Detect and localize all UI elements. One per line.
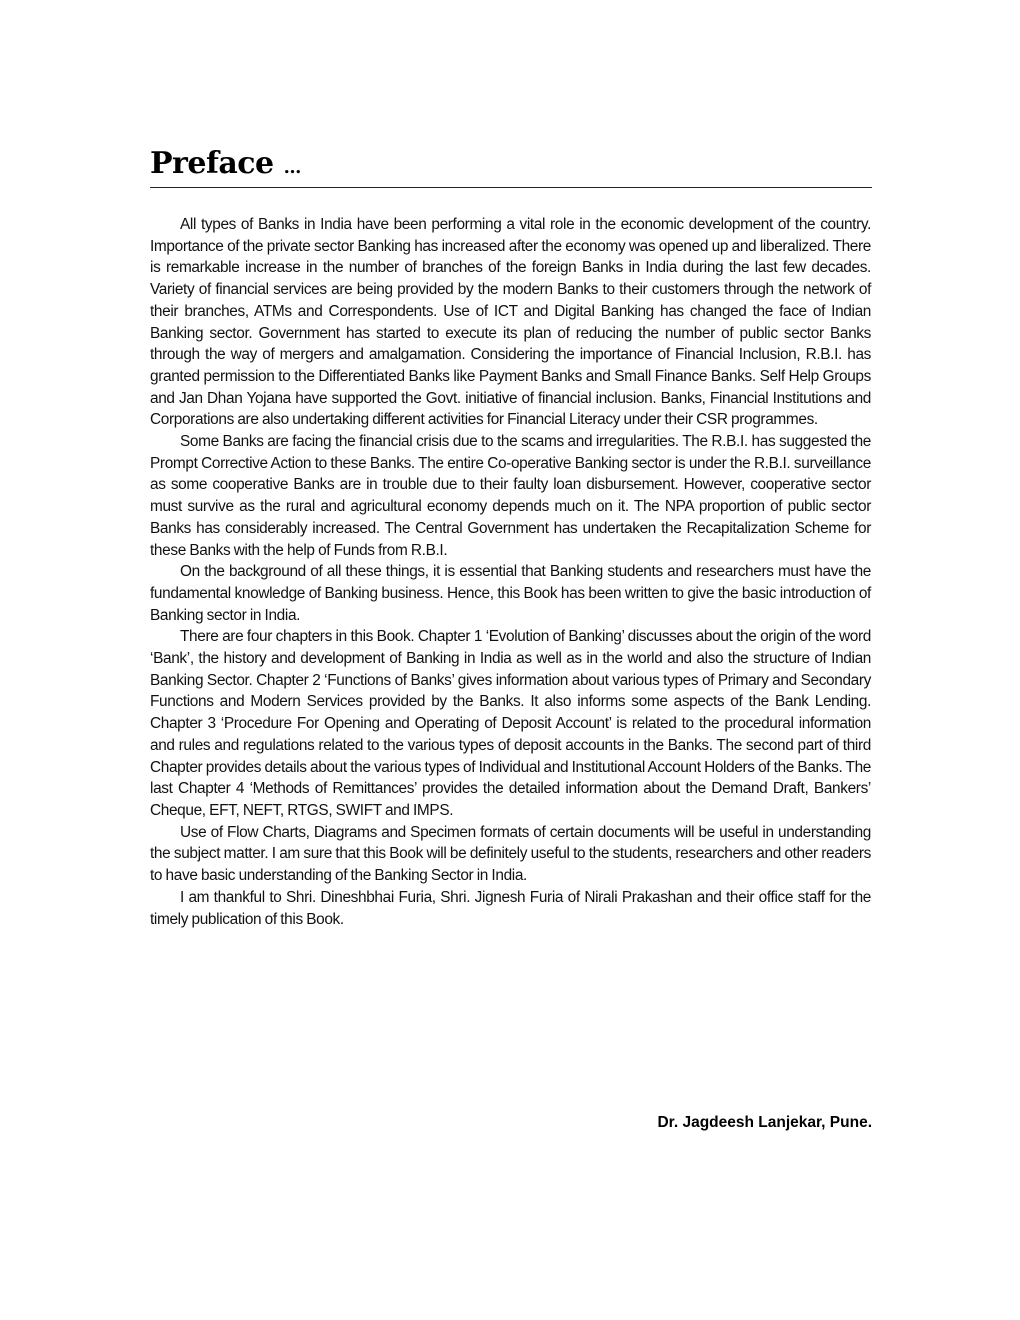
paragraph: Some Banks are facing the financial crisis due to the scams and irregularities. The R.B.I. has suggested the Prompt Corrective Action to these Banks. The entire Co-operative Banking sector is under the R.B.I. surveillance as some cooperative Banks are in trouble due to their faulty loan disbursement. However, cooperative sector must survive as the rural and agricultural economy depends much on it. The NPA proportion of public sector Banks has considerably increased. The Central Government has undertaken the Recapitalization Scheme for these Banks with the help of Funds from R.B.I. bbox=[150, 433, 871, 559]
paragraph: Use of Flow Charts, Diagrams and Specimen formats of certain documents will be useful in understanding the subject matter. I am sure that this Book will be definitely useful to the students, researchers and other readers to have basic understanding of the Banking Sector in India. bbox=[150, 823, 871, 885]
page-title bbox=[150, 146, 301, 181]
title-rule bbox=[150, 187, 872, 188]
paragraph: I am thankful to Shri. Dineshbhai Furia, Shri. Jignesh Furia of Nirali Prakashan and their office staff for the timely publication of this Book. bbox=[150, 888, 871, 928]
preface-body bbox=[150, 214, 871, 930]
title-ellipsis: ... bbox=[283, 157, 301, 178]
author-signature: Dr. Jagdeesh Lanjekar, Pune. bbox=[657, 1114, 872, 1131]
paragraph: On the background of all these things, it is essential that Banking students and researchers must have the fundamental knowledge of Banking business. Hence, this Book has been written to give the basic introduction of Banking sector in India. bbox=[150, 563, 871, 624]
paragraph: There are four chapters in this Book. Chapter 1 ‘Evolution of Banking’ discusses about the origin of the word ‘Bank’, the history and development of Banking in India as well as in the world and also the structure of Indian Banking Sector. Chapter 2 ‘Functions of Banks’ gives information about various types of Primary and Secondary Functions and Modern Services provided by the Banks. It also informs some aspects of the Bank Lending. Chapter 3 ‘Procedure For Opening and Operating of Deposit Account’ is related to the procedural information and rules and regulations related to the various types of deposit accounts in the Banks. The second part of third Chapter provides details about the various types of Individual and Institutional Account Holders of the Banks. The last Chapter 4 ‘Methods of Remittances’ provides the detailed information about the Demand Draft, Bankers’ Cheque, EFT, NEFT, RTGS, SWIFT and IMPS. bbox=[150, 628, 871, 819]
paragraph: All types of Banks in India have been performing a vital role in the economic development of the country. Importance of the private sector Banking has increased after the economy was opened up and liberalized. There is remarkable increase in the number of branches of the foreign Banks in India during the last few decades. Variety of financial services are being provided by the modern Banks to their customers through the network of their branches, ATMs and Correspondents. Use of ICT and Digital Banking has changed the face of Indian Banking sector. Government has started to execute its plan of reducing the number of public sector Banks through the way of mergers and amalgamation. Considering the importance of Financial Inclusion, R.B.I. has granted permission to the Differentiated Banks like Payment Banks and Small Finance Banks. Self Help Groups and Jan Dhan Yojana have supported the Govt. initiative of financial inclusion. Banks, Financial Institutions and Corporations are also undertaking different activities for Financial Literacy under their CSR programmes. bbox=[150, 216, 871, 429]
title-text: Preface bbox=[150, 146, 274, 181]
